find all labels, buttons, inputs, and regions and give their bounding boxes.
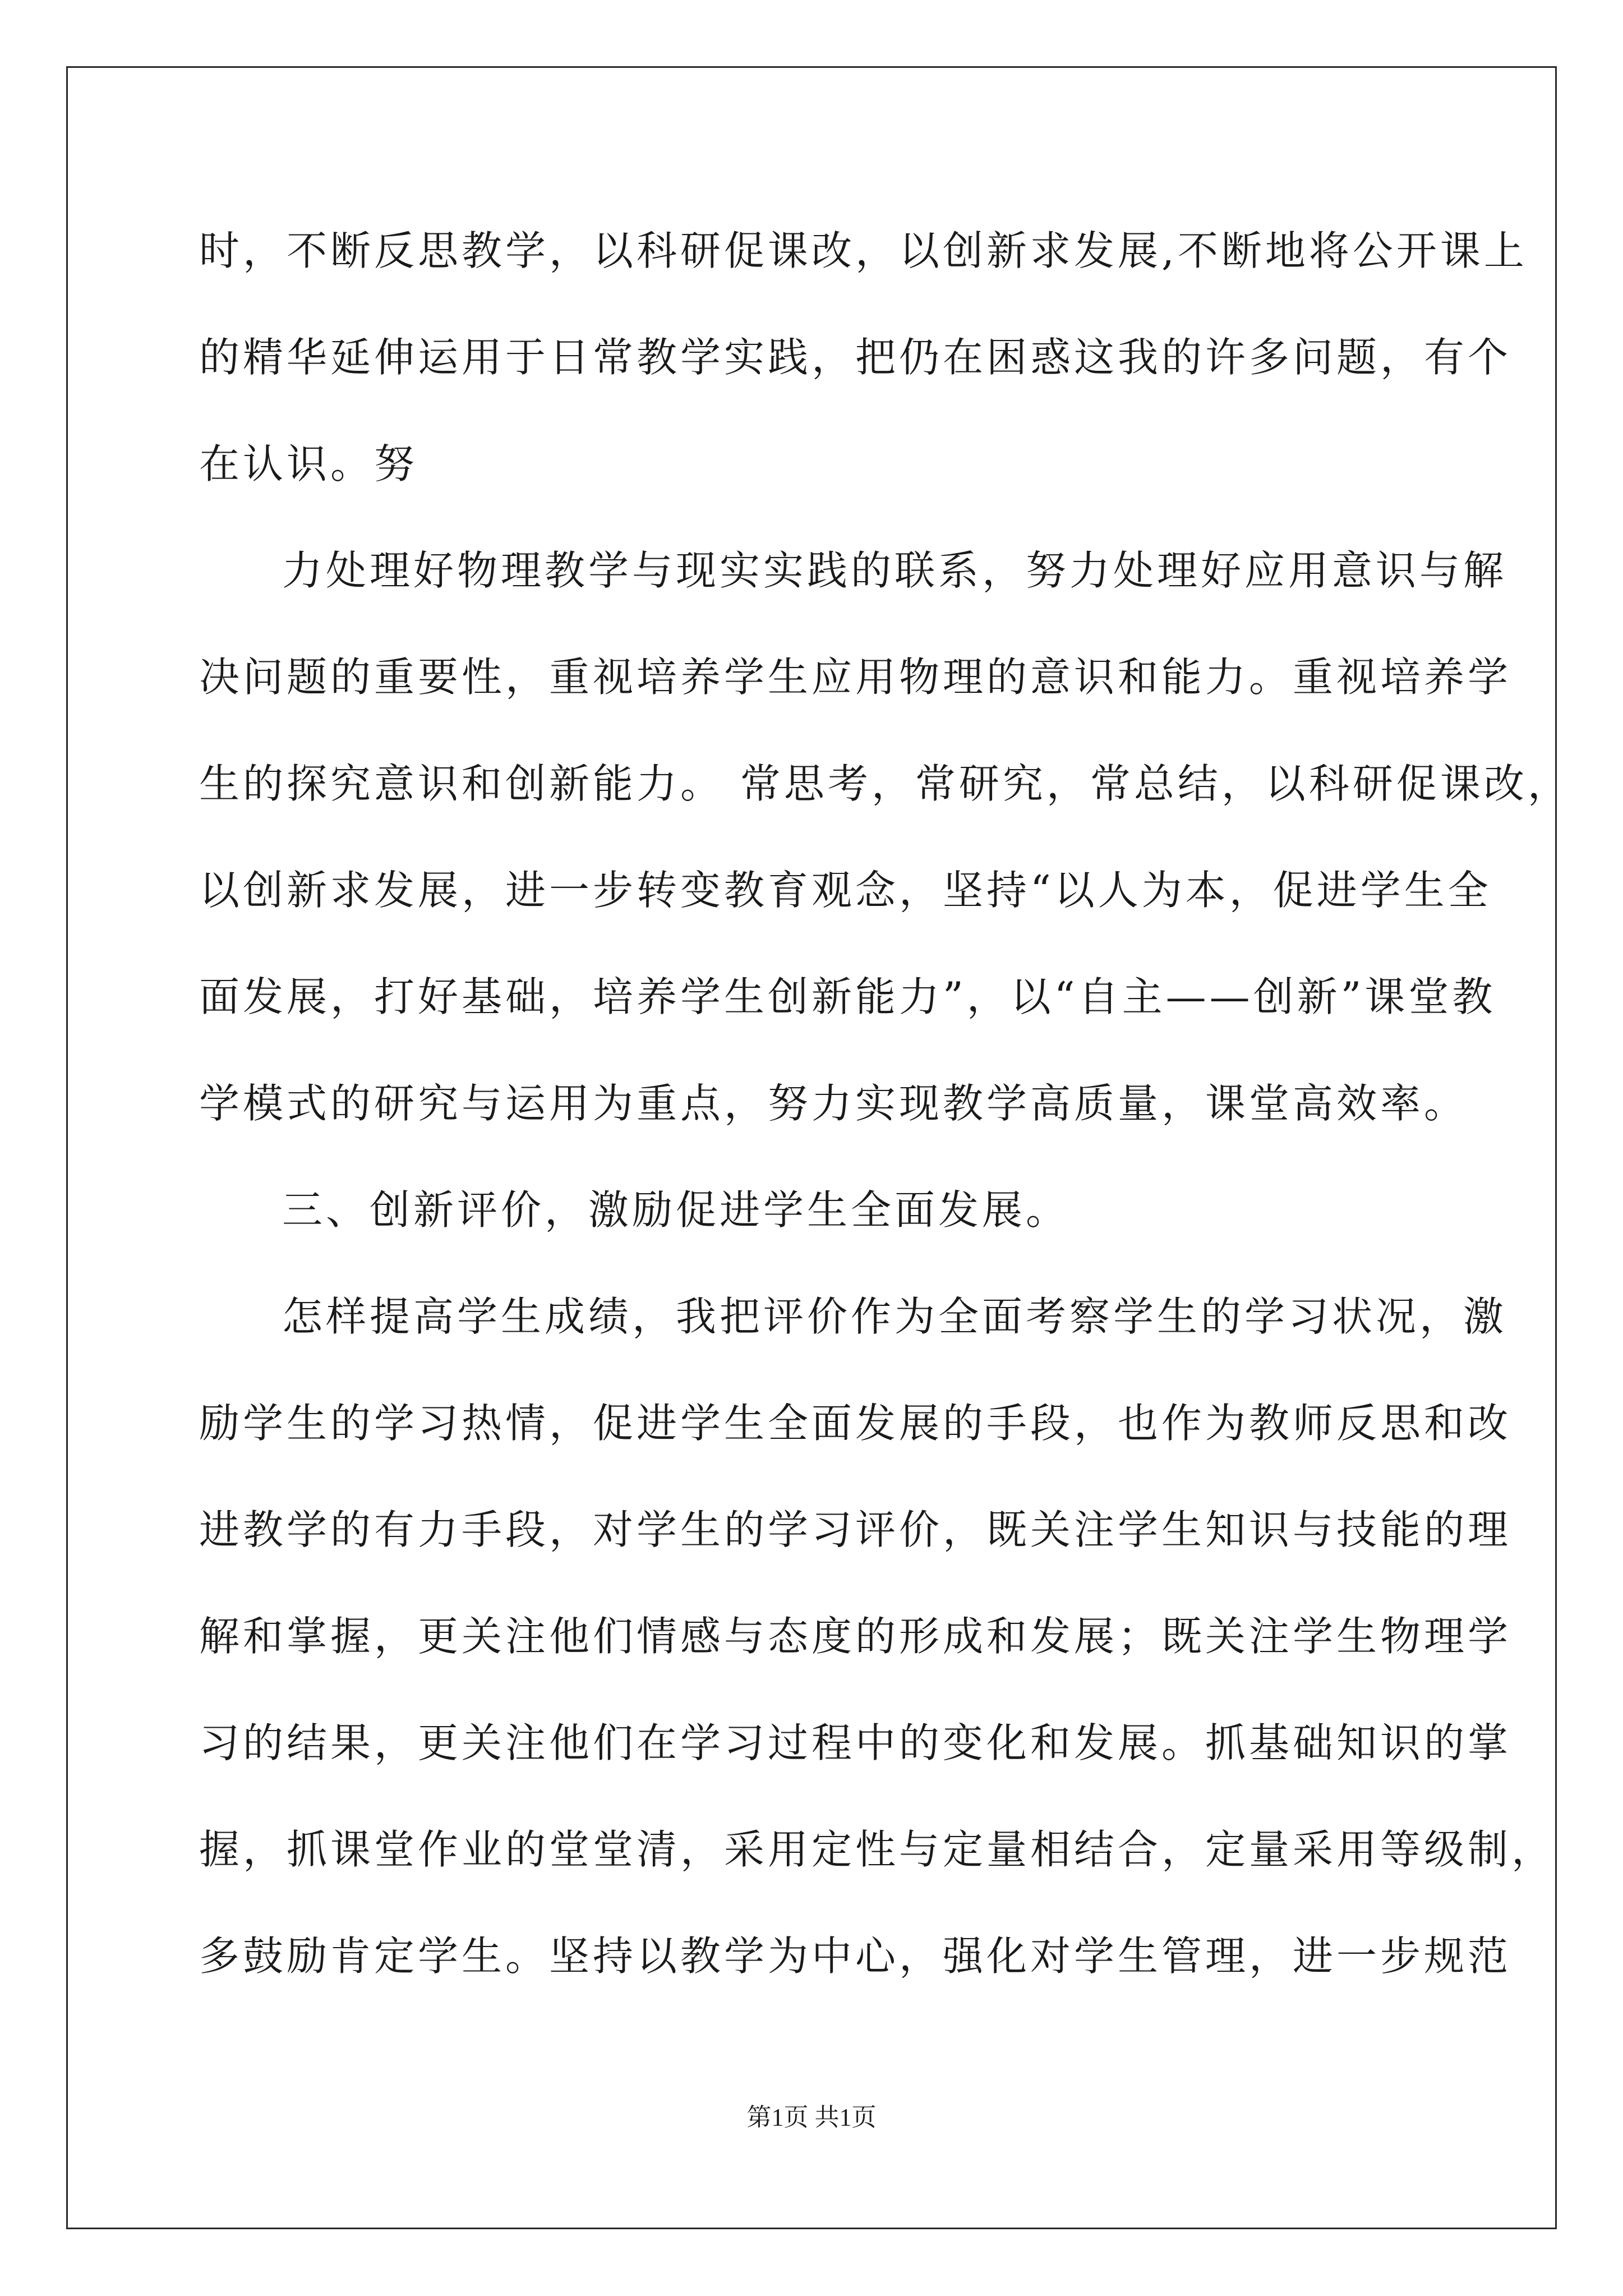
text-line: 力处理好物理教学与现实实践的联系，努力处理好应用意识与解 [282,547,1507,594]
section-heading: 三、创新评价，激励促进学生全面发展。 [282,1186,1070,1234]
text-line: 怎样提高学生成绩，我把评价作为全面考察学生的学习状况，激 [282,1293,1507,1340]
page-number-footer: 第1页 共1页 [746,2104,877,2131]
text-line: 的精华延伸运用于日常教学实践，把仍在困惑这我的许多问题，有个 [199,334,1512,381]
text-line: 习的结果，更关注他们在学习过程中的变化和发展。抓基础知识的掌 [199,1719,1512,1766]
text-line: 时，不断反思教学，以科研促课改，以创新求发展,不断地将公开课上 [199,227,1528,274]
text-line: 生的探究意识和创新能力。 常思考，常研究，常总结，以科研促课改， [199,760,1571,807]
text-line: 励学生的学习热情，促进学生全面发展的手段，也作为教师反思和改 [199,1400,1512,1447]
text-line: 解和掌握，更关注他们情感与态度的形成和发展；既关注学生物理学 [199,1613,1512,1660]
text-line: 决问题的重要性，重视培养学生应用物理的意识和能力。重视培养学 [199,654,1512,701]
document-body [199,197,1571,2009]
text-line: 在认识。努 [199,440,418,487]
text-line: 以创新求发展，进一步转变教育观念，坚持“以人为本，促进学生全 [199,867,1492,914]
text-line: 握，抓课堂作业的堂堂清，采用定性与定量相结合，定量采用等级制， [199,1826,1556,1873]
text-line: 多鼓励肯定学生。坚持以教学为中心，强化对学生管理，进一步规范 [199,1932,1512,1980]
text-line: 进教学的有力手段，对学生的学习评价，既关注学生知识与技能的理 [199,1506,1512,1553]
text-line: 面发展，打好基础，培养学生创新能力”，以“自主——创新”课堂教 [199,973,1496,1020]
text-line: 学模式的研究与运用为重点，努力实现教学高质量，课堂高效率。 [199,1080,1468,1127]
